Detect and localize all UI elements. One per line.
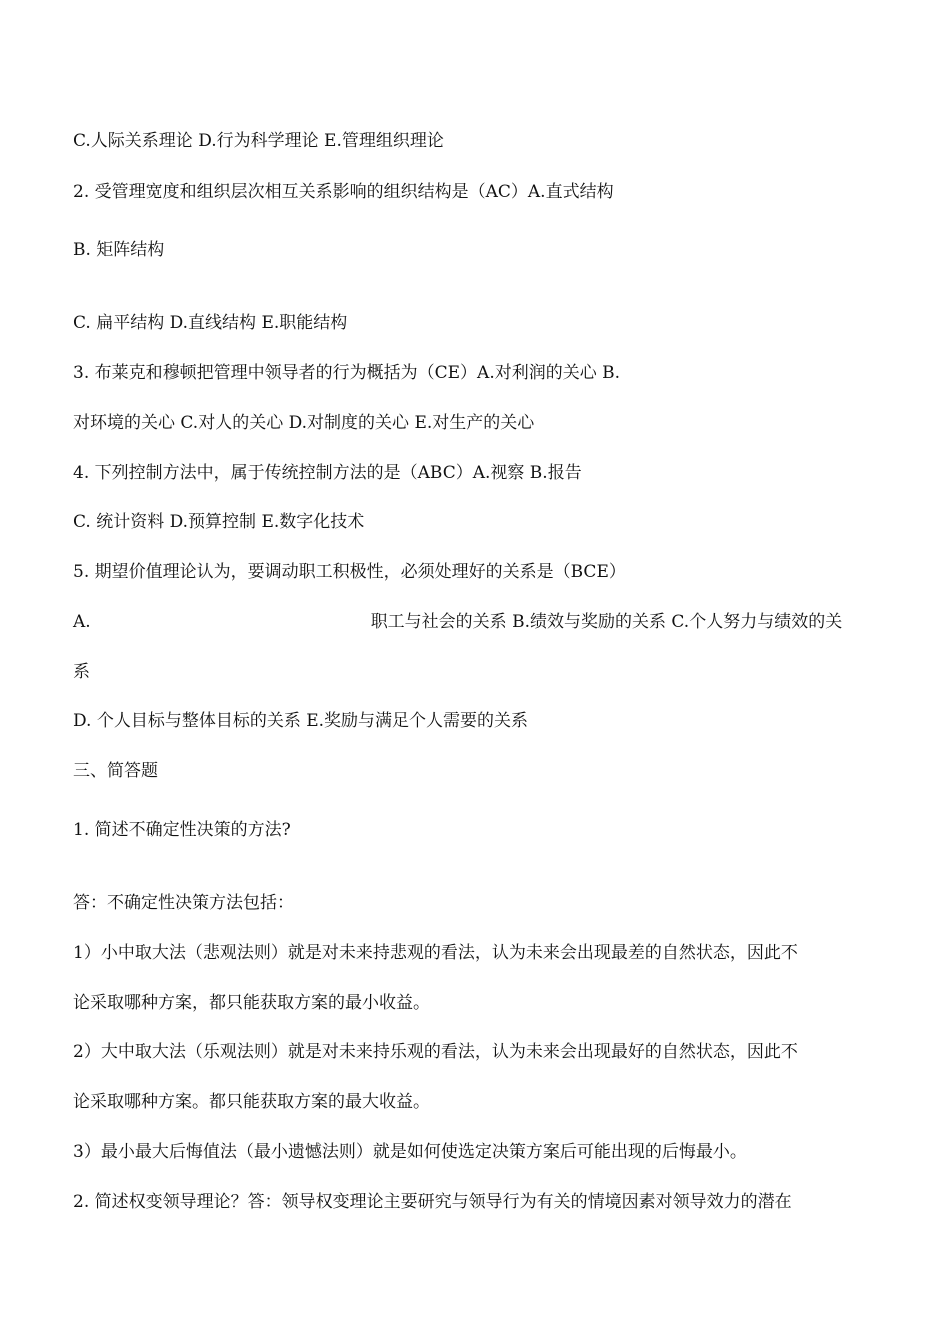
question-2-line: 2. 受管理宽度和组织层次相互关系影响的组织结构是（AC）A.直式结构 [73,182,614,202]
option-line-b-matrix: B. 矩阵结构 [73,240,165,260]
question-3-line: 3. 布莱克和穆顿把管理中领导者的行为概括为（CE）A.对利润的关心 B. [73,363,621,383]
answer-1-item-3: 3）最小最大后悔值法（最小遗憾法则）就是如何使选定决策方案后可能出现的后悔最小。 [73,1142,747,1162]
short-answer-1-question: 1. 简述不确定性决策的方法? [73,820,291,840]
option-line-c-flat: C. 扁平结构 D.直线结构 E.职能结构 [73,313,348,333]
short-answer-1-answer-intro: 答：不确定性决策方法包括： [73,893,294,913]
question-5-options-line [73,612,842,632]
question-3-options-line: 对环境的关心 C.对人的关心 D.对制度的关心 E.对生产的关心 [73,413,535,433]
question-5-options-text: 职工与社会的关系 B.绩效与奖励的关系 C.个人努力与绩效的关 [370,612,843,632]
question-5-options-wrap: 系 [73,662,90,682]
option-a-marker: A. [73,612,91,632]
question-5-options-d: D. 个人目标与整体目标的关系 E.奖励与满足个人需要的关系 [73,711,529,731]
short-answer-2-question: 2. 简述权变领导理论？答：领导权变理论主要研究与领导行为有关的情境因素对领导效力的潜在 [73,1192,792,1212]
option-line-c-theories: C.人际关系理论 D.行为科学理论 E.管理组织理论 [73,131,444,151]
section-heading: 三、简答题 [73,761,158,781]
question-5-line: 5. 期望价值理论认为，要调动职工积极性，必须处理好的关系是（BCE） [73,562,626,582]
answer-1-item-2-wrap: 论采取哪种方案。都只能获取方案的最大收益。 [73,1092,430,1112]
question-4-line: 4. 下列控制方法中，属于传统控制方法的是（ABC）A.视察 B.报告 [73,463,582,483]
question-4-options-line: C. 统计资料 D.预算控制 E.数字化技术 [73,512,365,532]
answer-1-item-1-wrap: 论采取哪种方案，都只能获取方案的最小收益。 [73,993,430,1013]
answer-1-item-2: 2）大中取大法（乐观法则）就是对未来持乐观的看法，认为未来会出现最好的自然状态，因此不 [73,1042,798,1062]
answer-1-item-1: 1）小中取大法（悲观法则）就是对未来持悲观的看法，认为未来会出现最差的自然状态，因此不 [73,943,798,963]
